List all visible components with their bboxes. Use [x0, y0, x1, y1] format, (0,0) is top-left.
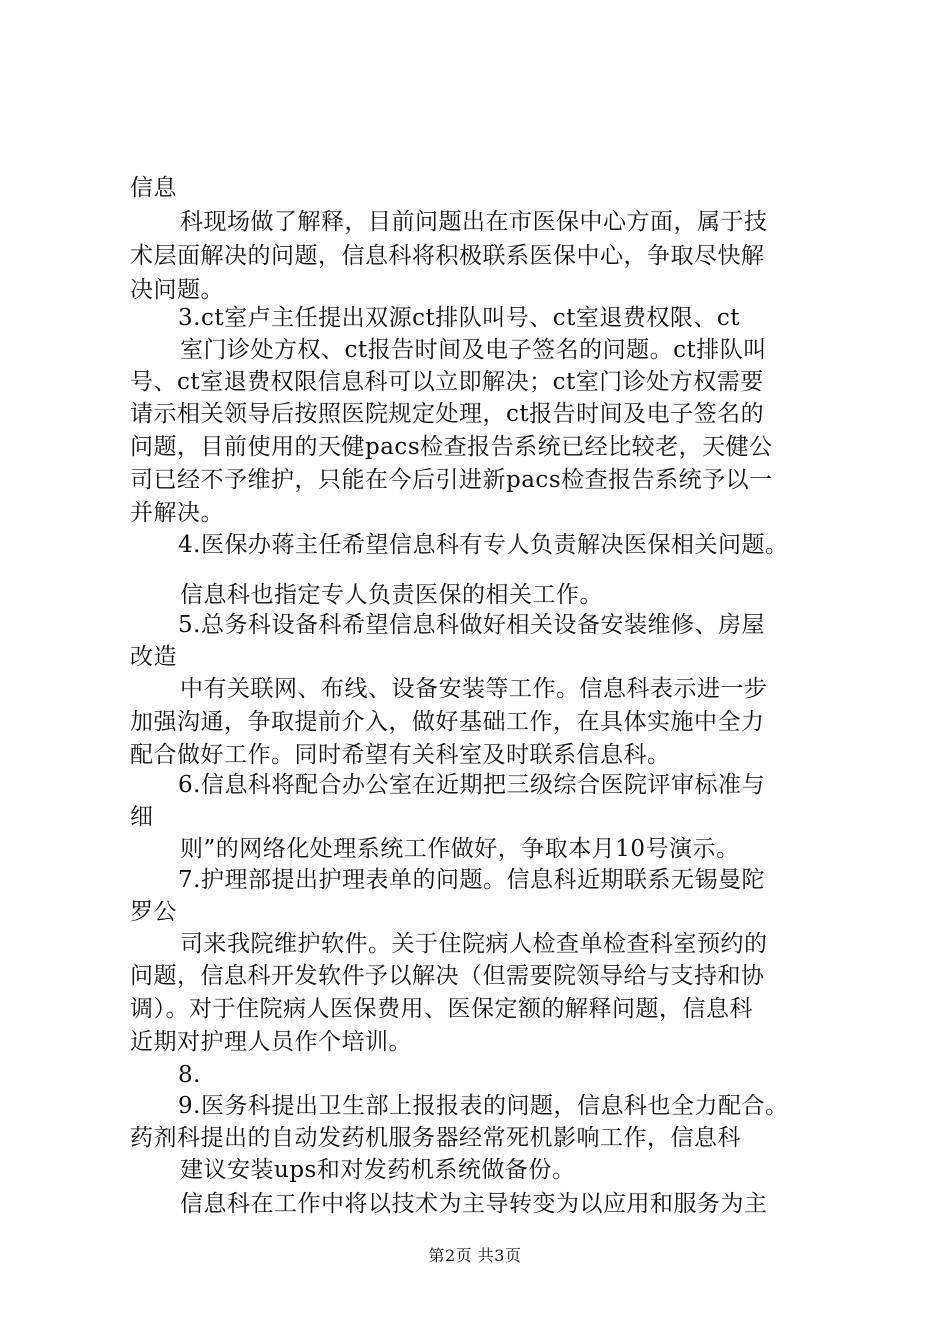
text-line: 罗公	[130, 899, 177, 925]
text-line: 加强沟通，争取提前介入，做好基础工作，在具体实施中全力	[130, 709, 765, 735]
text-line: 信息	[130, 175, 177, 201]
text-line: 并解决。	[130, 500, 224, 526]
text-line: 科现场做了解释，目前问题出在市医保中心方面，属于技	[180, 209, 768, 235]
text-line: 室门诊处方权、ct报告时间及电子签名的问题。ct排队叫	[180, 337, 767, 363]
text-line: 改造	[130, 644, 177, 670]
text-line: 问题，目前使用的天健pacs检查报告系统已经比较老，天健公	[130, 434, 773, 460]
text-line: 7.护理部提出护理表单的问题。信息科近期联系无锡曼陀	[178, 867, 765, 893]
text-line: 则”的网络化处理系统工作做好，争取本月10号演示。	[180, 836, 740, 862]
text-line: 决问题。	[130, 277, 224, 303]
text-line: 司来我院维护软件。关于住院病人检查单检查科室预约的	[180, 931, 768, 957]
text-line: 4.医保办蒋主任希望信息科有专人负责解决医保相关问题。	[178, 532, 789, 558]
text-line: 术层面解决的问题，信息科将积极联系医保中心，争取尽快解	[130, 243, 765, 269]
text-line: 9.医务科提出卫生部上报报表的问题，信息科也全力配合。	[178, 1093, 789, 1119]
text-line: 问题，信息科开发软件予以解决（但需要院领导给与支持和协	[130, 963, 765, 989]
text-line: 请示相关领导后按照医院规定处理，ct报告时间及电子签名的	[130, 401, 765, 427]
text-line: 中有关联网、布线、设备安装等工作。信息科表示进一步	[180, 676, 768, 702]
text-line: 司已经不予维护，只能在今后引进新pacs检查报告系统予以一	[130, 467, 773, 493]
text-line: 信息科在工作中将以技术为主导转变为以应用和服务为主	[180, 1191, 768, 1217]
text-line: 近期对护理人员作个培训。	[130, 1029, 412, 1055]
text-line: 号、ct室退费权限信息科可以立即解决；ct室门诊处方权需要	[130, 369, 764, 395]
text-line: 信息科也指定专人负责医保的相关工作。	[180, 582, 603, 608]
text-line: 调）。对于住院病人医保费用、医保定额的解释问题，信息科	[130, 996, 753, 1022]
text-line: 细	[130, 804, 154, 830]
text-line: 8.	[178, 1062, 201, 1088]
text-line: 药剂科提出的自动发药机服务器经常死机影响工作，信息科	[130, 1125, 741, 1151]
text-line: 建议安装ups和对发药机系统做备份。	[180, 1157, 576, 1183]
text-line: 配合做好工作。同时希望有关科室及时联系信息科。	[130, 742, 671, 768]
text-line: 3.ct室卢主任提出双源ct排队叫号、ct室退费权限、ct	[178, 305, 740, 331]
text-line: 5.总务科设备科希望信息科做好相关设备安装维修、房屋	[178, 612, 765, 638]
page-number: 第2页 共3页	[428, 1246, 522, 1265]
text-line: 6.信息科将配合办公室在近期把三级综合医院评审标准与	[178, 772, 765, 798]
